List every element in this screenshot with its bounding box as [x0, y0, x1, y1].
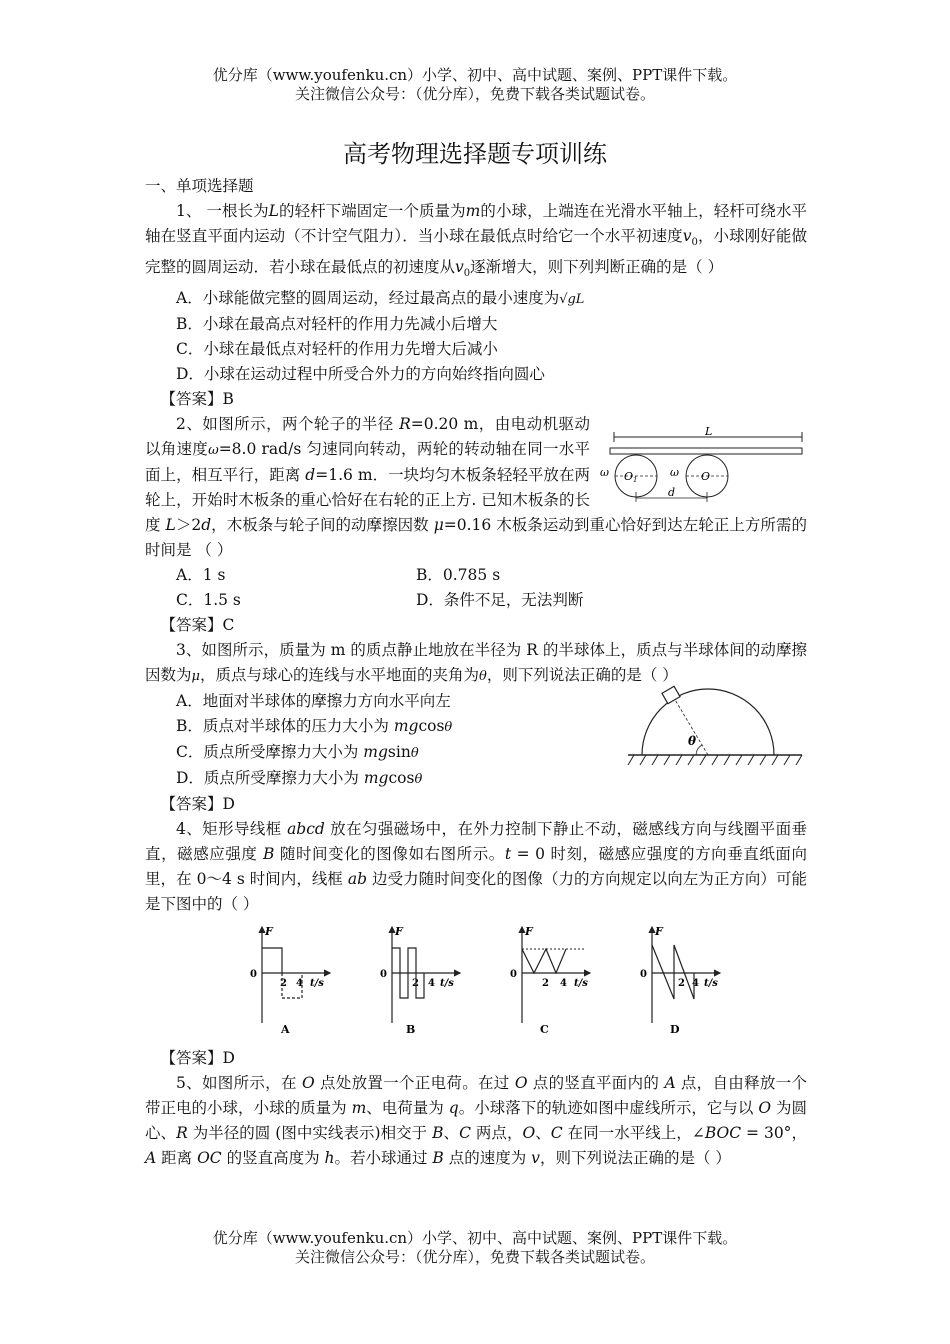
- q4a-f-label: F: [265, 925, 273, 939]
- q4-stem: 4、矩形导线框 abcd 放在匀强磁场中，在外力控制下静止不动，磁感线方向与线圈平面垂直，磁感应强度 B 随时间变化的图像如右图所示。t = 0 时刻，磁感应强度的方向垂直纸面向里，在 0～4 s 时间内，线框 ab 边受力随时间变化的图像（力的方向规定以向左为正方向）可能是下图中的（ ）: [145, 820, 807, 914]
- section-heading: 一、单项选择题: [145, 177, 254, 195]
- q4c-two: 2: [542, 978, 549, 990]
- q3-figure-hemisphere: [622, 691, 807, 771]
- q4d-f-label: F: [655, 925, 663, 939]
- page-title: 高考物理选择题专项训练: [343, 140, 607, 168]
- question-5: [145, 1071, 807, 1171]
- q2-omega-right: ω: [670, 466, 679, 480]
- q4d-ts: t/s: [704, 978, 718, 990]
- q2-stem: 2、如图所示，两个轮子的半径 R=0.20 m，由电动机驱动以角速度ω=8.0 rad/s 匀速同向转动，两轮的转动轴在同一水平面上，相互平行，距离 d=1.6 m．一块均匀木板条轻轻平放在两轮上，开始时木板条的重心恰好在右轮的正上方. 已知木板条的长度 L＞2d，木板条与轮子间的动摩擦因数 μ=0.16 木板条运动到重心恰好到达左轮正上方所需的时间是 （ ）: [145, 415, 807, 560]
- q4b-four: 4: [428, 978, 435, 990]
- q4-answer: 【答案】D: [160, 1049, 235, 1068]
- q1-option-a: A．小球能做完整的圆周运动，经过最高点的最小速度为√gL: [176, 289, 585, 308]
- q4c-f-label: F: [525, 925, 533, 939]
- q1-option-d: D．小球在运动过程中所受合外力的方向始终指向圆心: [176, 365, 545, 384]
- footer-line-2: 关注微信公众号：（优分库），免费下载各类试题试卷。: [294, 1248, 655, 1266]
- question-1: [145, 199, 807, 412]
- page-header: [0, 66, 950, 104]
- q4c-trace: [522, 949, 566, 973]
- q4-label-b: B: [406, 1023, 416, 1037]
- footer-line-1: 优分库（www.youfenku.cn）小学、初中、高中试题、案例、PPT课件下载。: [212, 1229, 738, 1247]
- q2-board: [610, 448, 802, 454]
- q4b-ts: t/s: [440, 978, 454, 990]
- q2-figure-wheels-board: [602, 426, 807, 506]
- q4a-four: 4: [296, 978, 303, 990]
- q1-option-b: B．小球在最高点对轻杆的作用力先减小后增大: [176, 315, 498, 334]
- question-4: [145, 817, 807, 1071]
- q2-option-c: C．1.5 s: [176, 591, 241, 610]
- q4-label-c: C: [540, 1023, 549, 1037]
- q3-option-c: C．质点所受摩擦力大小为 mgsinθ: [176, 743, 419, 762]
- q1-option-c: C．小球在最低点对轻杆的作用力先增大后减小: [176, 340, 498, 359]
- q4-graph-a: [250, 925, 330, 1036]
- q4-graph-b: [380, 925, 460, 1036]
- q4b-f-label: F: [395, 925, 403, 939]
- q4-label-d: D: [670, 1023, 680, 1037]
- q4d-zero: 0: [640, 969, 647, 981]
- q2-answer: 【答案】C: [160, 616, 235, 635]
- question-3: [145, 638, 807, 817]
- q2-omega-left: ω: [600, 466, 609, 480]
- q4d-two: 2: [678, 978, 685, 990]
- q3-stem: 3、如图所示，质量为 m 的质点静止地放在半径为 R 的半球体上，质点与半球体间的动摩擦因数为μ，质点与球心的连线与水平地面的夹角为θ，则下列说法正确的是（ ）: [145, 641, 807, 685]
- q2-d-label: d: [668, 486, 676, 500]
- q3-ground-hatching: [628, 755, 802, 765]
- q2-option-d: D．条件不足，无法判断: [416, 591, 584, 610]
- q4d-trace: [652, 945, 694, 999]
- document-body: [145, 174, 807, 1171]
- q2-o1-label: O1: [624, 470, 638, 485]
- q3-theta-label: θ: [688, 734, 697, 749]
- q3-option-a: A．地面对半球体的摩擦力方向水平向左: [176, 692, 451, 711]
- q2-o2-label: O: [701, 470, 711, 484]
- q4d-four: 4: [692, 978, 699, 990]
- question-2: [145, 412, 807, 638]
- q2-l-label: L: [705, 425, 713, 439]
- q1-answer: 【答案】B: [160, 390, 234, 409]
- q2-option-b: B．0.785 s: [416, 566, 501, 585]
- q4a-trace-positive: [262, 948, 282, 973]
- q4b-zero: 0: [380, 969, 387, 981]
- q2-options-row-1: [145, 563, 807, 588]
- q3-hemisphere-arc: [642, 689, 774, 755]
- q4b-two: 2: [412, 978, 419, 990]
- header-line-1: 优分库（www.youfenku.cn）小学、初中、高中试题、案例、PPT课件下载。: [212, 66, 738, 84]
- q4-label-a: A: [281, 1023, 290, 1037]
- q4-graph-d: [640, 925, 720, 1036]
- q3-answer: 【答案】D: [160, 795, 235, 814]
- q5-stem: 5、如图所示，在 O 点处放置一个正电荷。在过 O 点的竖直平面内的 A 点，自由释放一个带正电的小球，小球的质量为 m、电荷量为 q。小球落下的轨迹如图中虚线所示，它与以 O 为圆心、R 为半径的圆 (图中实线表示)相交于 B、C 两点，O、C 在同一水平线上，∠BOC = 30°，A 距离 OC 的竖直高度为 h。若小球通过 B 点的速度为 v，则下列说法正确的是（ ）: [145, 1074, 807, 1168]
- q4c-zero: 0: [510, 969, 517, 981]
- q4c-four: 4: [560, 978, 567, 990]
- q3-angle-arc: [696, 745, 702, 755]
- q3-option-b: B．质点对半球体的压力大小为 mgcosθ: [176, 717, 453, 736]
- q4a-two: 2: [280, 978, 287, 990]
- q4-figure-force-graphs: [225, 923, 765, 1038]
- q4-graph-c: [510, 925, 590, 1036]
- page-footer: [0, 1229, 950, 1267]
- q4a-ts: t/s: [310, 978, 324, 990]
- q4a-zero: 0: [250, 969, 257, 981]
- q4c-ts: t/s: [574, 978, 588, 990]
- header-line-2: 关注微信公众号：（优分库），免费下载各类试题试卷。: [294, 85, 655, 103]
- q2-options-row-2: [145, 588, 807, 613]
- q3-option-d: D．质点所受摩擦力大小为 mgcosθ: [176, 769, 423, 788]
- q2-option-a: A．1 s: [176, 566, 226, 585]
- q1-stem: 1、 一根长为L的轻杆下端固定一个质量为m的小球，上端连在光滑水平轴上，轻杆可绕水平轴在竖直平面内运动（不计空气阻力）．当小球在最低点时给它一个水平初速度$v_0$，小球刚好能做完整的圆周运动．若小球在最低点的初速度从$v_0$逐渐增大，则下列判断正确的是（ ）: [145, 202, 807, 280]
